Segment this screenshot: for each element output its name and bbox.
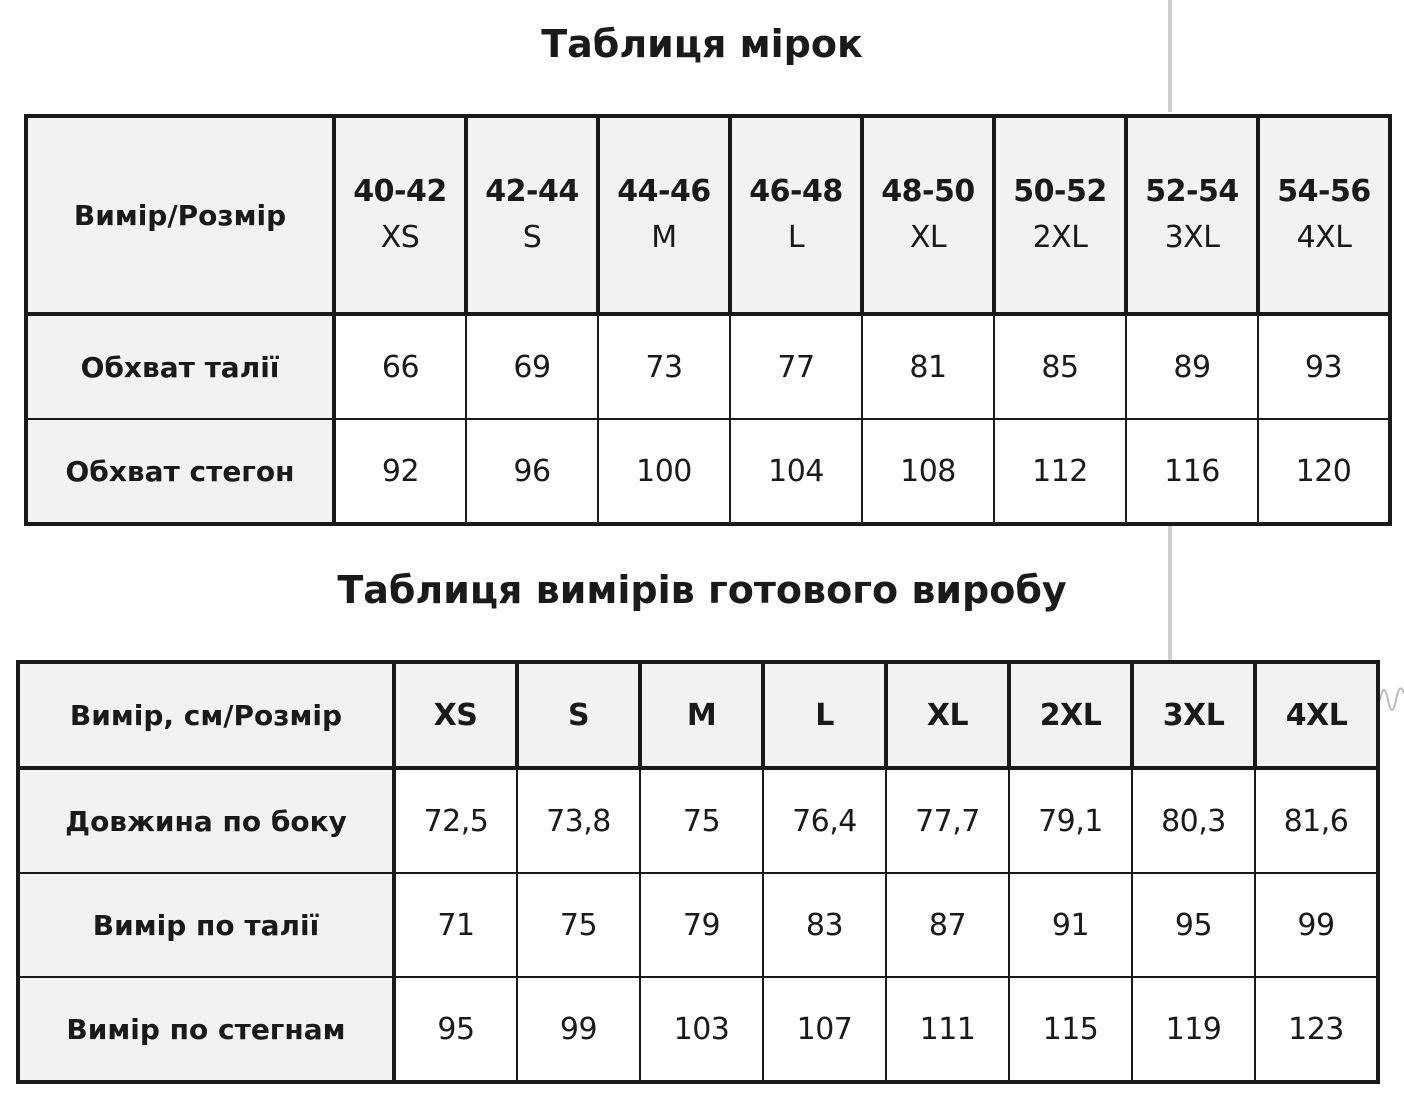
table-cell: 120	[1258, 419, 1390, 524]
table-cell: 103	[640, 977, 763, 1082]
size-header-cell	[1126, 116, 1258, 314]
header-label-cell: Вимір, см/Розмір	[18, 662, 394, 768]
table-cell: 99	[1255, 873, 1378, 977]
table-header-row	[18, 662, 1378, 768]
table-cell: 80,3	[1132, 768, 1255, 873]
size-header-cell: L	[763, 662, 886, 768]
table-cell: 115	[1009, 977, 1132, 1082]
table-row	[18, 768, 1378, 873]
row-label: Вимір по талії	[18, 873, 394, 977]
table-header-row	[26, 116, 1390, 314]
table-cell: 99	[517, 977, 640, 1082]
size-header-cell: M	[640, 662, 763, 768]
size-code: XL	[909, 220, 947, 255]
size-header-cell	[334, 116, 466, 314]
size-code: L	[787, 220, 805, 255]
table-cell: 75	[640, 768, 763, 873]
table-cell: 92	[334, 419, 466, 524]
table-row	[26, 314, 1390, 419]
table-cell: 111	[886, 977, 1009, 1082]
size-code: S	[522, 220, 542, 255]
measurements-table-title: Таблиця мірок	[541, 22, 863, 66]
table-row	[18, 977, 1378, 1082]
table-cell: 93	[1258, 314, 1390, 419]
size-header-cell: XS	[394, 662, 517, 768]
size-range: 40-42	[353, 174, 447, 209]
table-cell: 75	[517, 873, 640, 977]
size-code: M	[651, 220, 677, 255]
table-cell: 87	[886, 873, 1009, 977]
table-cell: 79,1	[1009, 768, 1132, 873]
row-label: Обхват талії	[26, 314, 334, 419]
size-header-cell	[730, 116, 862, 314]
table-cell: 73,8	[517, 768, 640, 873]
finished-product-table-title: Таблиця вимірів готового виробу	[337, 568, 1067, 612]
table-cell: 119	[1132, 977, 1255, 1082]
size-range: 54-56	[1277, 174, 1371, 209]
size-header-cell: 4XL	[1255, 662, 1378, 768]
size-header-cell	[994, 116, 1126, 314]
size-header-cell: XL	[886, 662, 1009, 768]
header-label-cell: Вимір/Розмір	[26, 116, 334, 314]
table-cell: 77	[730, 314, 862, 419]
table-cell: 76,4	[763, 768, 886, 873]
size-code: 2XL	[1032, 220, 1088, 255]
size-header-cell	[862, 116, 994, 314]
table-cell: 100	[598, 419, 730, 524]
table-cell: 116	[1126, 419, 1258, 524]
size-code: XS	[380, 220, 420, 255]
table-cell: 89	[1126, 314, 1258, 419]
table-cell: 107	[763, 977, 886, 1082]
table-cell: 104	[730, 419, 862, 524]
size-range: 48-50	[881, 174, 975, 209]
table-cell: 95	[1132, 873, 1255, 977]
table-cell: 69	[466, 314, 598, 419]
table-cell: 79	[640, 873, 763, 977]
row-label: Вимір по стегнам	[18, 977, 394, 1082]
size-header-cell: S	[517, 662, 640, 768]
table-cell: 83	[763, 873, 886, 977]
finished-product-table	[16, 660, 1380, 1084]
table-cell: 66	[334, 314, 466, 419]
size-code: 4XL	[1296, 220, 1352, 255]
row-label: Обхват стегон	[26, 419, 334, 524]
size-header-cell: 3XL	[1132, 662, 1255, 768]
table-cell: 71	[394, 873, 517, 977]
size-code: 3XL	[1164, 220, 1220, 255]
table-cell: 123	[1255, 977, 1378, 1082]
measurements-table	[24, 114, 1392, 526]
size-range: 46-48	[749, 174, 843, 209]
table-cell: 72,5	[394, 768, 517, 873]
size-range: 52-54	[1145, 174, 1239, 209]
table-row	[26, 419, 1390, 524]
table-cell: 91	[1009, 873, 1132, 977]
table-cell: 85	[994, 314, 1126, 419]
size-header-cell	[1258, 116, 1390, 314]
table-cell: 95	[394, 977, 517, 1082]
table-cell: 81,6	[1255, 768, 1378, 873]
size-range: 50-52	[1013, 174, 1107, 209]
size-range: 44-46	[617, 174, 711, 209]
size-header-cell	[466, 116, 598, 314]
decorative-squiggle	[1378, 676, 1404, 716]
table-row	[18, 873, 1378, 977]
size-header-cell	[598, 116, 730, 314]
table-cell: 77,7	[886, 768, 1009, 873]
table-cell: 73	[598, 314, 730, 419]
row-label: Довжина по боку	[18, 768, 394, 873]
table-cell: 81	[862, 314, 994, 419]
size-header-cell: 2XL	[1009, 662, 1132, 768]
size-range: 42-44	[485, 174, 579, 209]
table-cell: 96	[466, 419, 598, 524]
table-cell: 112	[994, 419, 1126, 524]
table-cell: 108	[862, 419, 994, 524]
